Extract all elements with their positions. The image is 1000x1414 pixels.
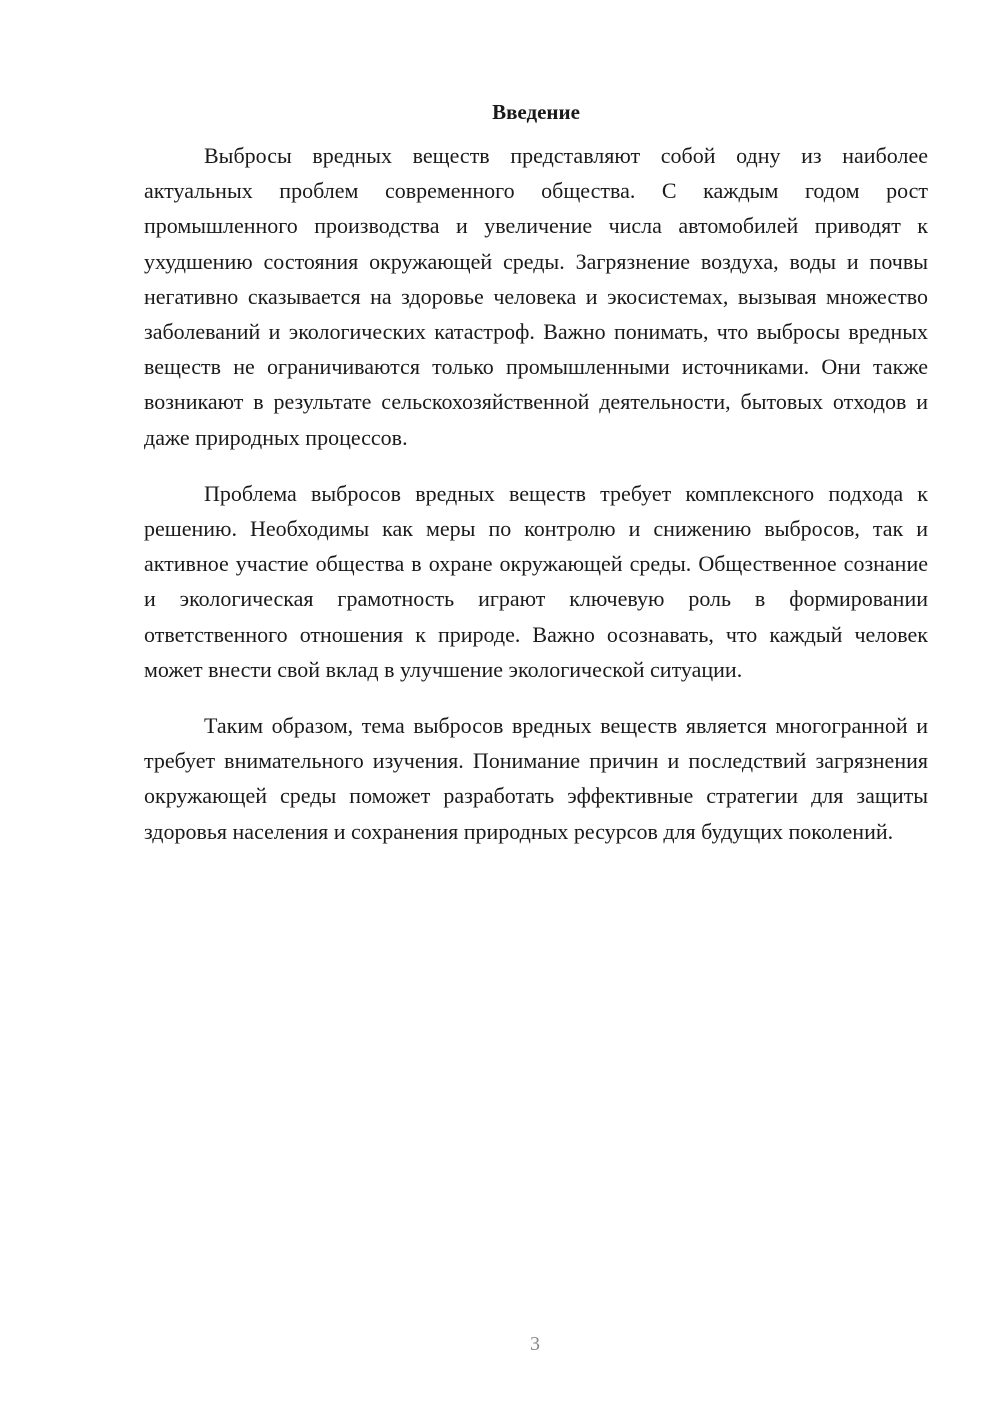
section-title: Введение: [492, 100, 580, 124]
page-number: 3: [530, 1333, 540, 1355]
paragraph-2: Проблема выбросов вредных веществ требует комплексного подхода к решению. Необходимы как меры по контролю и снижению выбросов, так и активное участие общества в охране окружающей среды. Общественное сознание и экологическая грамотность играют ключевую роль в формировании ответственного отношения к природе. Важно осознавать, что каждый человек может внести свой вклад в улучшение экологической ситуации.: [144, 480, 928, 682]
page-content: [144, 95, 928, 870]
paragraph-3: Таким образом, тема выбросов вредных веществ является многогранной и требует внимательного изучения. Понимание причин и последствий загрязнения окружающей среды поможет разработать эффективные стратегии для защиты здоровья населения и сохранения природных ресурсов для будущих поколений.: [144, 713, 928, 844]
paragraph-1: Выбросы вредных веществ представляют собой одну из наиболее актуальных проблем современного общества. С каждым годом рост промышленного производства и увеличение числа автомобилей приводят к ухудшению состояния окружающей среды. Загрязнение воздуха, воды и почвы негативно сказывается на здоровье человека и экосистемах, вызывая множество заболеваний и экологических катастроф. Важно понимать, что выбросы вредных веществ не ограничиваются только промышленными источниками. Они также возникают в результате сельскохозяйственной деятельности, бытовых отходов и даже природных процессов.: [144, 143, 928, 450]
